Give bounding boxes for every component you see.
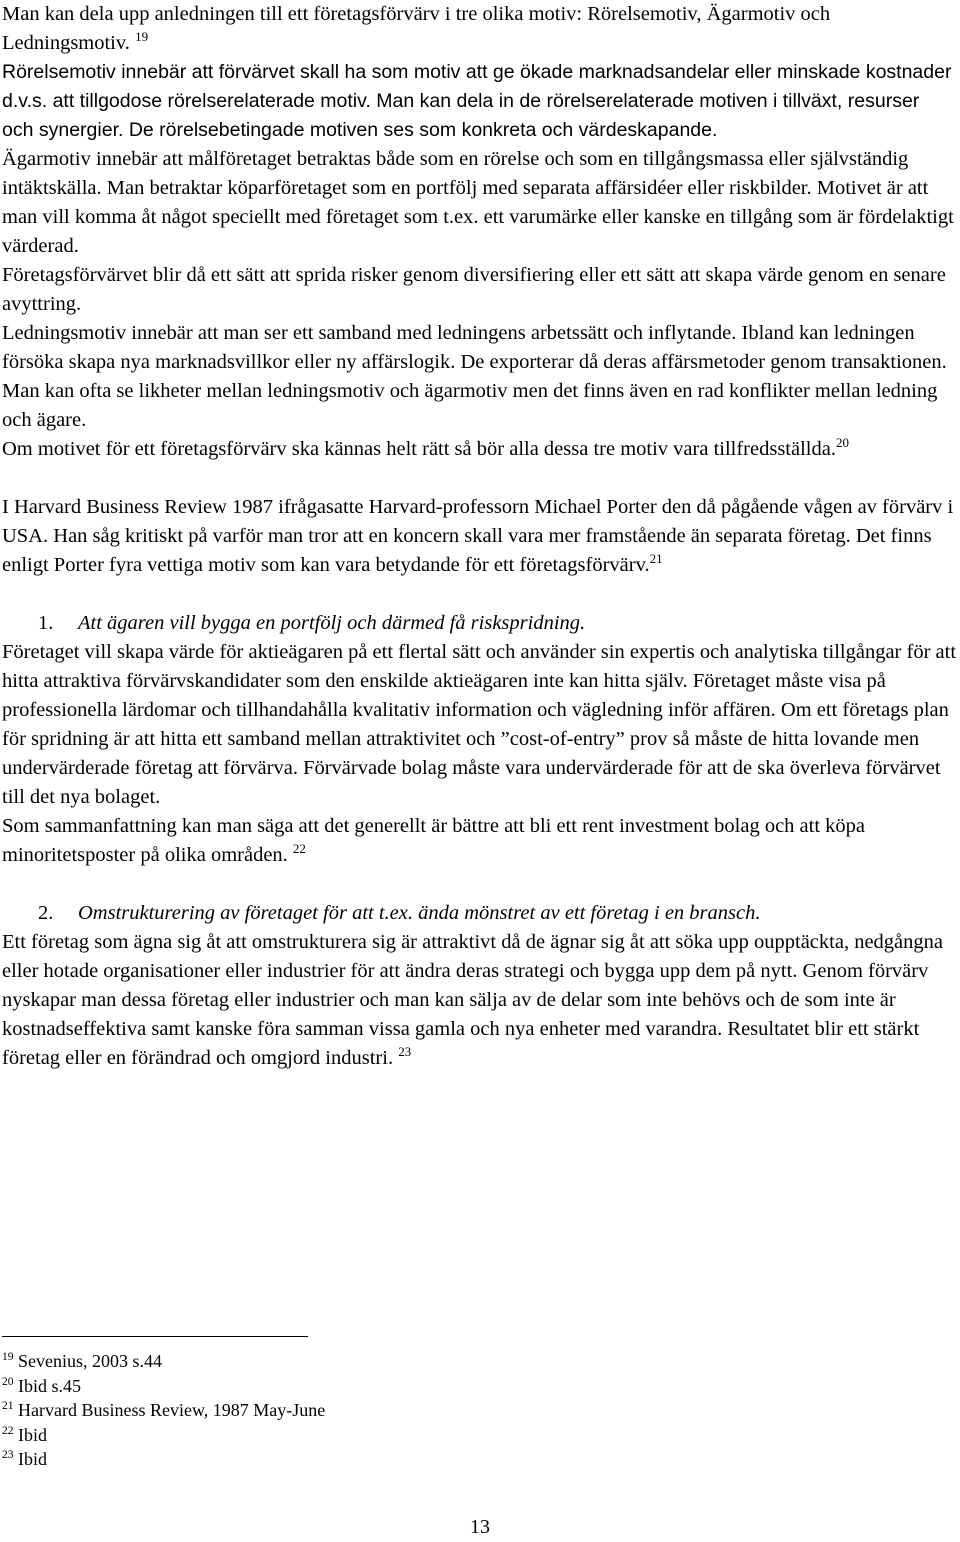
list-item-heading-2 (2, 899, 956, 928)
footnote-number: 23 (2, 1449, 14, 1461)
list-number: 1. (38, 612, 54, 634)
footnote-ref: 20 (835, 435, 849, 450)
footnote (2, 1423, 325, 1448)
list-heading: Att ägaren vill bygga en portfölj och därmed få riskspridning. (78, 612, 586, 634)
paragraph-gap (2, 580, 956, 609)
page-number: 13 (470, 1516, 490, 1538)
footnote-number: 22 (2, 1424, 14, 1437)
footnote-separator (2, 1336, 308, 1337)
footnote (2, 1447, 325, 1472)
footnote (2, 1398, 325, 1423)
paragraph-gap (2, 870, 956, 899)
footnote-text: Ibid s.45 (18, 1375, 81, 1396)
list-number: 2. (38, 902, 54, 924)
paragraph-management-motive: Ledningsmotiv innebär att man ser ett samband med ledningens arbetssätt och inflytande. Ibland kan ledningen försöka skapa nya marknadsvillkor eller ny affärslogik. De exporterar då deras affärsmetoder genom transaktionen. (2, 322, 947, 373)
footnote-text: Ibid (18, 1424, 47, 1445)
document-page (2, 0, 957, 1469)
footnote (2, 1349, 325, 1374)
paragraph-text: Man kan dela upp anledningen till ett företagsförvärv i tre olika motiv: Rörelsemotiv, Ägarmotiv och Ledningsmotiv. (2, 3, 831, 54)
paragraph-portfolio: Företaget vill skapa värde för aktieägaren på ett flertal sätt och använder sin expertis och analytiska tillgångar för att hitta attraktiva förvärvskandidater som den enskilde aktieägaren inte kan hitta själv. Företaget måste visa på professionella lärdomar och tillhandahålla kvalitativ information och vägledning inför affären. Om ett företags plan för spridning är att hitta ett samband mellan attraktivitet och ”cost-of-entry” prov så måste de hitta lovande men undervärderade företag att förvärva. Förvärvade bolag måste vara undervärderade för att de ska överleva förvärvet till det nya bolaget. (2, 641, 957, 808)
paragraph-restructuring (2, 928, 956, 1073)
paragraph-conflicts: Man kan ofta se likheter mellan ledningsmotiv och ägarmotiv men det finns även en rad konflikter mellan ledning och ägare. (2, 380, 938, 431)
paragraph-text: Ett företag som ägna sig åt att omstrukturera sig är attraktivt då de ägnar sig åt att söka upp oupptäckta, nedgångna eller hotade organisationer eller industrier för att ändra deras strategi och bygga upp dem på nytt. Genom förvärv nyskapar man dessa företag eller industrier och man kan sälja av de delar som inte behövs och de som inte är kostnadseffektiva samt kanske föra samman vissa gamla och nya enheter med varandra. Resultatet blir ett stärkt företag eller en förändrad och omgjord industri. (2, 931, 943, 1069)
paragraph-text: Om motivet för ett företagsförvärv ska kännas helt rätt så bör alla dessa tre motiv vara tillfredsställda. (2, 438, 836, 460)
paragraph-ownership-motive: Ägarmotiv innebär att målföretaget betraktas både som en rörelse och som en tillgångsmassa eller självständig intäktskälla. Man betraktar köparföretaget som en portfölj med separata affärsidéer eller riskbilder. Motivet är att man vill komma åt något speciellt med företaget som t.ex. ett varumärke eller kanske en tillgång som är fördelaktigt värderad. (2, 148, 954, 257)
paragraph-risk-spread: Företagsförvärvet blir då ett sätt att sprida risker genom diversifiering eller ett sätt att skapa värde genom en senare avyttring. (2, 264, 946, 315)
list-heading: Omstrukturering av företaget för att t.ex. ända mönstret av ett företag i en bransch. (78, 902, 761, 924)
footnote-text: Harvard Business Review, 1987 May-June (18, 1400, 326, 1420)
footnote-ref: 21 (649, 551, 663, 566)
footnote-number: 19 (2, 1351, 14, 1363)
footnote-ref: 23 (398, 1044, 412, 1059)
footnotes (2, 1349, 325, 1472)
footnote-number: 20 (2, 1375, 14, 1388)
footnote-number: 21 (2, 1400, 14, 1412)
paragraph-all-motives (2, 435, 956, 464)
paragraph-text: I Harvard Business Review 1987 ifrågasatte Harvard-professorn Michael Porter den då pågående vågen av förvärv i USA. Han såg kritiskt på varför man tror att en koncern skall vara mer framstående än separata företag. Det finns enligt Porter fyra vettiga motiv som kan vara betydande för ett företagsförvärv. (2, 496, 954, 576)
paragraph-summary (2, 812, 956, 870)
footnote-text: Sevenius, 2003 s.44 (18, 1351, 162, 1371)
paragraph-text: Som sammanfattning kan man säga att det generellt är bättre att bli ett rent investment bolag och att köpa minoritetsposter på olika områden. (2, 815, 866, 866)
paragraph-gap (2, 464, 956, 493)
footnote-ref: 22 (292, 841, 306, 856)
paragraph-text-sans: Rörelsemotiv innebär att förvärvet skall ha som motiv att ge ökade marknadsandelar eller minskade kostnader d.v.s. att tillgodose rörelserelaterade motiv. Man kan dela in de rörelserelaterade motiven i tillväxt, resurser och synergier. De rörelsebetingade motiven ses som konkreta och värdeskapande. (2, 61, 952, 141)
paragraph-motives (2, 0, 956, 145)
list-item-heading-1 (2, 609, 956, 638)
footnote-text: Ibid (18, 1449, 47, 1469)
footnote-ref: 19 (135, 29, 149, 44)
footnote (2, 1374, 325, 1399)
paragraph-porter (2, 493, 956, 580)
